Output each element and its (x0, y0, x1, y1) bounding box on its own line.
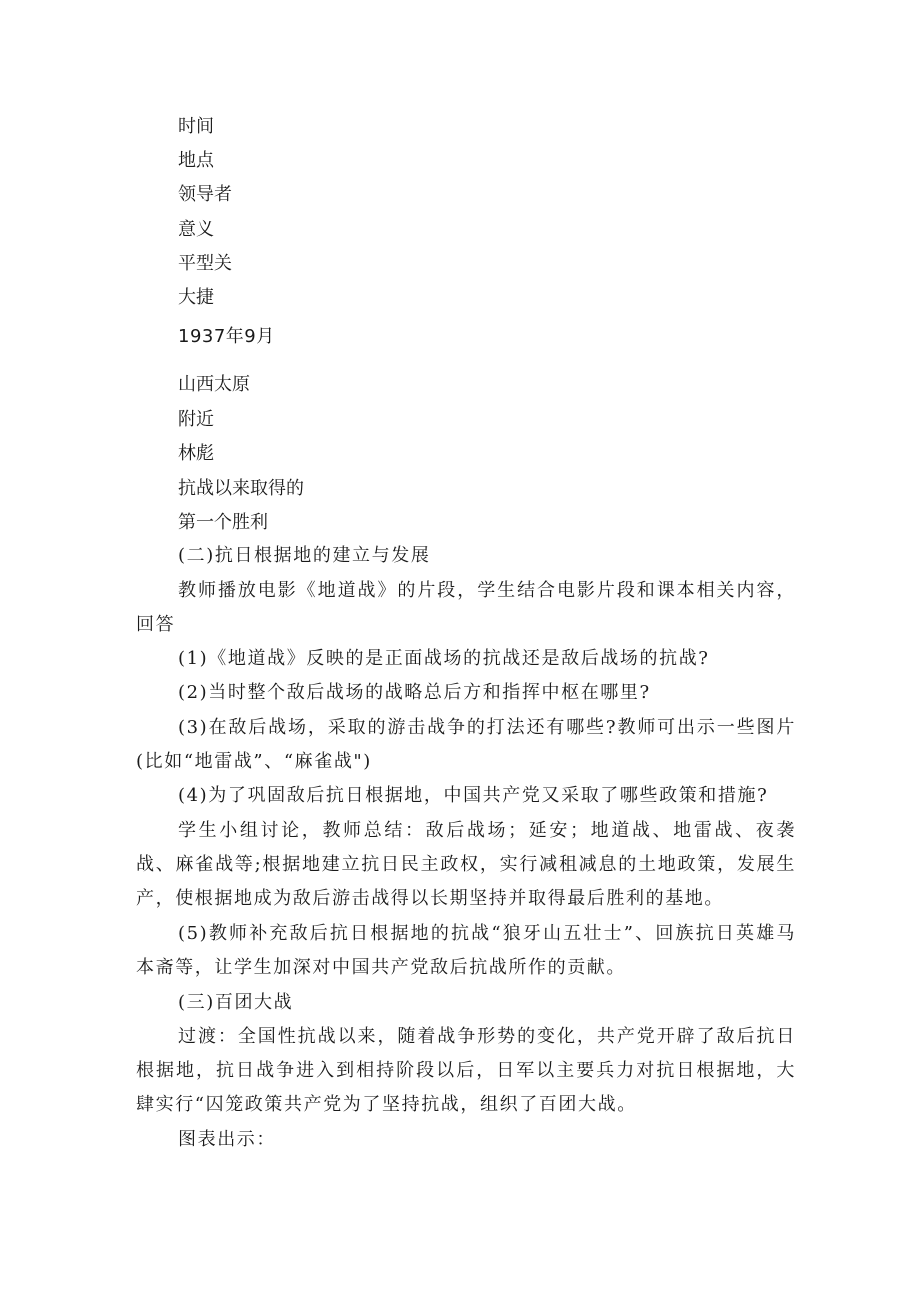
paragraph-transition: 过渡：全国性抗战以来，随着战争形势的变化，共产党开辟了敌后抗日根据地，抗日战争进入到相持阶段以后，日军以主要兵力对抗日根据地，大肆实行“囚笼政策共产党为了坚持抗战，组织了百团大战。 (136, 1026, 796, 1115)
table-cell-leader: 林彪 (178, 443, 214, 464)
table-header-time: 时间 (178, 116, 214, 137)
table-header-significance: 意义 (178, 219, 214, 240)
paragraph-supplement: (5)教师补充敌后抗日根据地的抗战“狼牙山五壮士”、回族抗日英雄马本斋等，让学生加深对中国共产党敌后抗战所作的贡献。 (136, 923, 796, 978)
table-cell-significance-line-2: 第一个胜利 (178, 512, 268, 533)
table-cell-place-line-1: 山西太原 (178, 374, 250, 395)
question-2: (2)当时整个敌后战场的战略总后方和指挥中枢在哪里? (178, 682, 651, 703)
table-cell-place-line-2: 附近 (178, 409, 214, 430)
table-header-place: 地点 (178, 150, 214, 171)
table-cell-event-line-2: 大捷 (178, 287, 214, 308)
section-heading-base-areas: (二)抗日根据地的建立与发展 (178, 545, 431, 566)
table-cell-time: 1937年9月 (178, 326, 275, 347)
paragraph-summary: 学生小组讨论，教师总结：敌后战场；延安；地道战、地雷战、夜袭战、麻雀战等;根据地建立抗日民主政权，实行减租减息的土地政策，发展生产，使根据地成为敌后游击战得以长期坚持并取得最后胜利的基地。 (136, 820, 796, 909)
question-4: (4)为了巩固敌后抗日根据地，中国共产党又采取了哪些政策和措施? (178, 785, 769, 806)
paragraph-chart-intro: 图表出示： (178, 1129, 276, 1150)
table-header-leader: 领导者 (178, 184, 232, 205)
paragraph-intro: 教师播放电影《地道战》的片段，学生结合电影片段和课本相关内容，回答 (136, 580, 796, 635)
question-3: (3)在敌后战场，采取的游击战争的打法还有哪些?教师可出示一些图片(比如“地雷战”、“麻雀战") (136, 717, 796, 772)
table-cell-significance-line-1: 抗战以来取得的 (178, 478, 304, 499)
section-heading-hundred-regiments: (三)百团大战 (178, 992, 294, 1013)
table-cell-event-line-1: 平型关 (178, 253, 232, 274)
question-1: (1)《地道战》反映的是正面战场的抗战还是敌后战场的抗战? (178, 648, 710, 669)
